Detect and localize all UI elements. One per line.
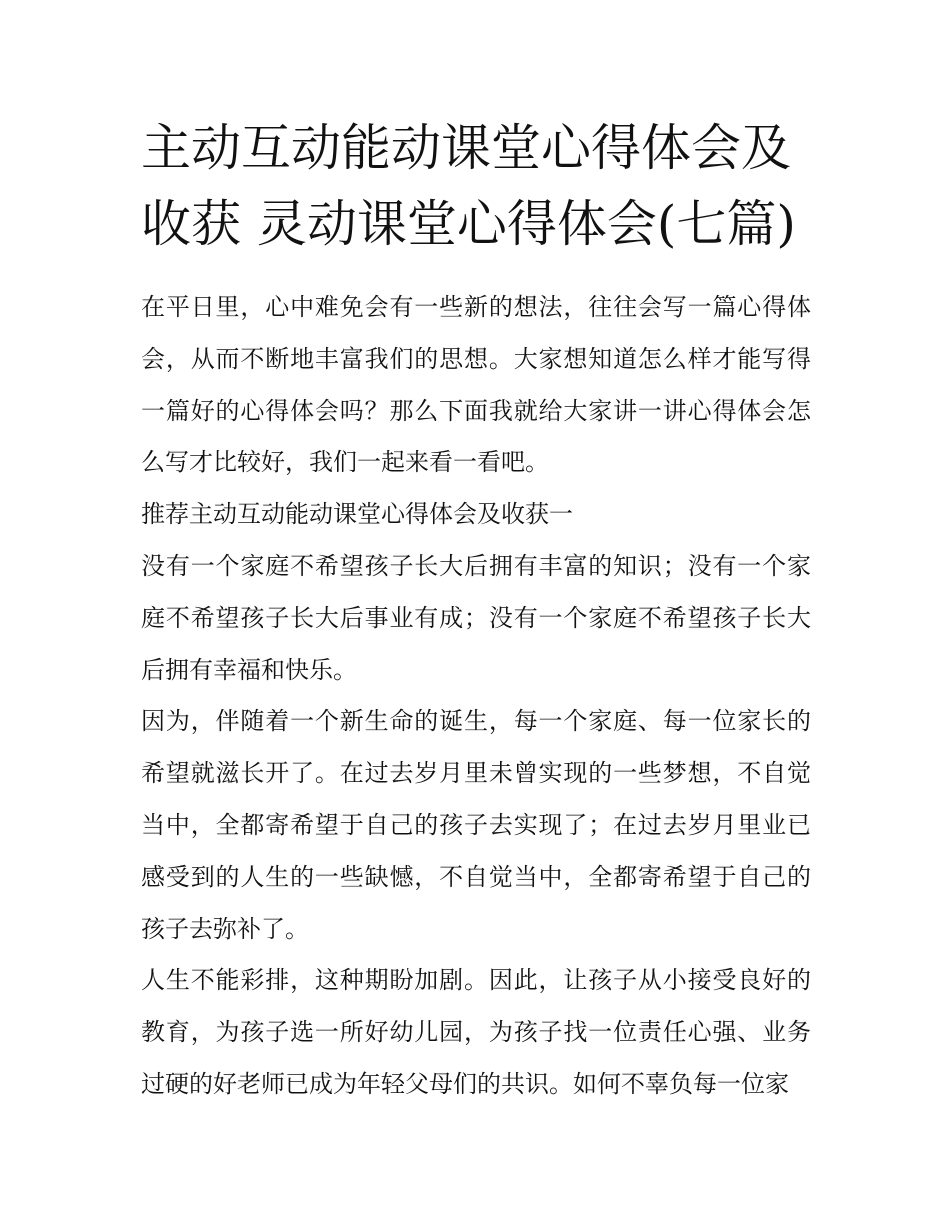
paragraph: 因为，伴随着一个新生命的诞生，每一个家庭、每一位家长的希望就滋长开了。在过去岁月里未曾实现的一些梦想，不自觉当中，全都寄希望于自己的孩子去实现了；在过去岁月里业已感受到的人生的一些缺憾，不自觉当中，全都寄希望于自己的孩子去弥补了。 [141, 707, 811, 943]
paragraph-intro: 在平日里，心中难免会有一些新的想法，往往会写一篇心得体会，从而不断地丰富我们的思想。大家想知道怎么样才能写得一篇好的心得体会吗？那么下面我就给大家讲一讲心得体会怎么写才比较好，我们一起来看一看吧。 [141, 293, 811, 477]
document-body [141, 282, 811, 1111]
document-title: 主动互动能动课堂心得体会及收获 灵动课堂心得体会(七篇) [141, 119, 796, 253]
paragraph: 人生不能彩排，这种期盼加剧。因此，让孩子从小接受良好的教育，为孩子选一所好幼儿园，为孩子找一位责任心强、业务过硬的好老师已成为年轻父母们的共识。如何不辜负每一位家 [141, 966, 811, 1098]
paragraph: 没有一个家庭不希望孩子长大后拥有丰富的知识；没有一个家庭不希望孩子长大后事业有成；没有一个家庭不希望孩子长大后拥有幸福和快乐。 [141, 551, 811, 684]
section-heading: 推荐主动互动能动课堂心得体会及收获一 [141, 500, 573, 529]
document-page [141, 110, 811, 1111]
